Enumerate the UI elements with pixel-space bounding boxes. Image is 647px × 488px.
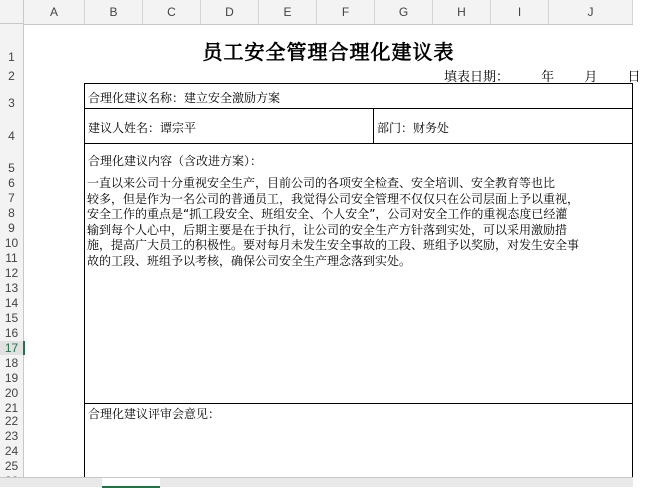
column-header-d[interactable]: D <box>201 0 259 24</box>
proposer-text: 建议人姓名：谭宗平 <box>88 121 197 135</box>
row-header-bar <box>0 24 24 486</box>
column-header-f[interactable]: F <box>317 0 375 24</box>
row-header-11[interactable]: 11 <box>5 251 18 265</box>
content-line: 输到每个人心中，后期主要是在于执行，让公司的安全生产方针落到实处，可以采用激励措 <box>87 222 568 237</box>
row-header-23[interactable]: 23 <box>4 429 19 443</box>
content-line: 安全工作的重点是“抓工段安全、班组安全、个人安全”，公司对安全工作的重视态度已经灌 <box>87 207 568 221</box>
proposer-cell[interactable] <box>84 108 374 144</box>
column-header-e[interactable]: E <box>259 0 317 24</box>
review-opinion-cell[interactable] <box>84 403 633 486</box>
row-header-8[interactable]: 8 <box>8 206 15 220</box>
row-header-5[interactable]: 5 <box>8 161 15 175</box>
fill-date-year: 年 <box>541 70 555 85</box>
content-line: 施，提高广大员工的积极性。要对每月未发生安全事故的工段、班组予以奖励，对发生安全事 <box>87 238 580 252</box>
column-header-a[interactable]: A <box>24 0 85 24</box>
sheet-tab-active[interactable] <box>102 478 160 488</box>
row-header-4[interactable]: 4 <box>8 129 15 143</box>
row-header-19[interactable]: 19 <box>4 371 19 385</box>
column-header-c[interactable]: C <box>143 0 201 24</box>
row-header-14[interactable]: 14 <box>4 296 19 310</box>
fill-date-label: 填表日期： <box>444 70 510 85</box>
proposal-name-cell[interactable] <box>84 83 633 109</box>
row-header-2[interactable]: 2 <box>8 69 15 83</box>
review-opinion-label: 合理化建议评审会意见： <box>88 407 221 421</box>
row-header-6[interactable]: 6 <box>8 176 15 190</box>
column-header-j[interactable]: J <box>549 0 633 24</box>
column-header-i[interactable]: I <box>491 0 549 24</box>
row-header-7[interactable]: 7 <box>8 191 15 205</box>
row-header-22[interactable]: 22 <box>4 414 19 428</box>
row-header-20[interactable]: 20 <box>4 386 19 400</box>
row-header-12[interactable]: 12 <box>4 266 19 280</box>
row-header-15[interactable]: 15 <box>4 311 19 325</box>
fill-date-day: 日 <box>627 70 641 85</box>
row-header-18[interactable]: 18 <box>4 356 19 370</box>
column-header-h[interactable]: H <box>433 0 491 24</box>
fill-date-month: 月 <box>584 70 598 85</box>
proposal-content-body <box>87 176 647 269</box>
content-line: 故的工段、班组予以考核，确保公司安全生产理念落到实处。 <box>87 253 412 268</box>
row-header-3[interactable]: 3 <box>8 96 15 110</box>
row-header-16[interactable]: 16 <box>4 326 19 340</box>
department-text: 部门：财务处 <box>377 121 450 135</box>
proposal-name-text: 合理化建议名称：建立安全激励方案 <box>88 91 281 105</box>
row-header-25[interactable]: 25 <box>4 459 19 473</box>
department-cell[interactable] <box>373 108 633 144</box>
row-header-13[interactable]: 13 <box>4 281 19 295</box>
row-header-10[interactable]: 10 <box>4 236 19 250</box>
row-header-1[interactable]: 1 <box>8 50 15 64</box>
row-header-24[interactable]: 24 <box>4 444 19 458</box>
form-title: 员工安全管理合理化建议表 <box>202 40 455 64</box>
row-header-17[interactable]: 17 <box>0 341 25 355</box>
content-line: 较多，但是作为一名公司的普通员工，我觉得公司安全管理不仅仅只在公司层面上予以重视， <box>87 191 580 206</box>
column-header-g[interactable]: G <box>375 0 433 24</box>
proposal-content-label: 合理化建议内容（含改进方案）： <box>88 154 263 168</box>
sheet-tab-bar <box>0 477 633 487</box>
column-header-b[interactable]: B <box>85 0 143 24</box>
row-header-21[interactable]: 21 <box>4 401 19 415</box>
select-all-corner[interactable] <box>0 0 24 24</box>
content-line: 一直以来公司十分重视安全生产，目前公司的各项安全检查、安全培训、安全教育等也比 <box>87 176 556 190</box>
row-header-9[interactable]: 9 <box>8 221 15 235</box>
